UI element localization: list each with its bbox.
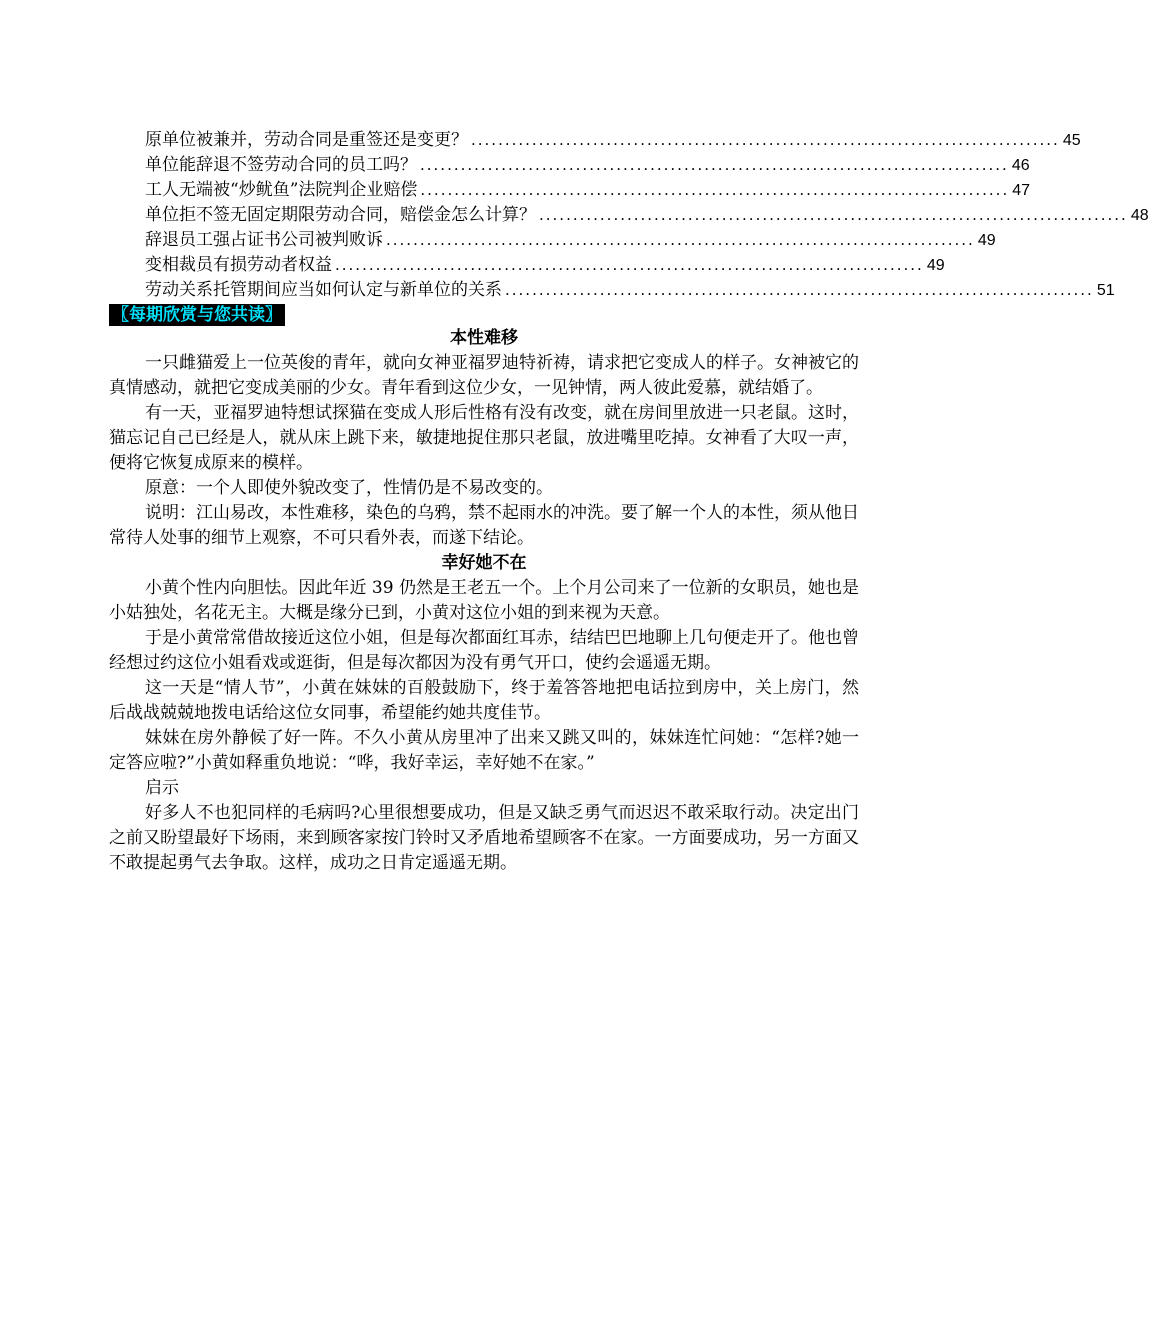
toc-entry-page: 47 bbox=[1012, 182, 1031, 199]
toc-entry[interactable] bbox=[145, 228, 996, 253]
toc-entry-page: 46 bbox=[1011, 157, 1030, 174]
story-paragraph: 好多人不也犯同样的毛病吗?心里很想要成功，但是又缺乏勇气而迟迟不敢采取行动。决定出门之前又盼望最好下场雨，来到顾客家按门铃时又矛盾地希望顾客不在家。一方面要成功，另一方面又不敢提起勇气去争取。这样，成功之日肯定遥遥无期。 bbox=[109, 803, 859, 873]
story-paragraph: 一只雌猫爱上一位英俊的青年，就向女神亚福罗迪特祈祷，请求把它变成人的样子。女神被它的真情感动，就把它变成美丽的少女。青年看到这位少女，一见钟情，两人彼此爱慕，就结婚了。 bbox=[109, 353, 859, 398]
story-paragraph: 有一天，亚福罗迪特想试探猫在变成人形后性格有没有改变，就在房间里放进一只老鼠。这时，猫忘记自己已经是人，就从床上跳下来，敏捷地捉住那只老鼠，放进嘴里吃掉。女神看了大叹一声，便将它恢复成原来的模样。 bbox=[109, 403, 859, 473]
story-title: 幸好她不在 bbox=[441, 553, 527, 573]
story-paragraph: 原意：一个人即使外貌改变了，性情仍是不易改变的。 bbox=[145, 478, 553, 498]
toc-entry-page: 49 bbox=[926, 257, 945, 274]
toc-entry-title: 变相裁员有损劳动者权益 bbox=[145, 255, 332, 275]
story-paragraph: 说明：江山易改，本性难移，染色的乌鸦，禁不起雨水的冲洗。要了解一个人的本性，须从他日常待人处事的细节上观察，不可只看外表，而遂下结论。 bbox=[109, 503, 859, 548]
toc-entry-title: 工人无端被“炒鱿鱼”法院判企业赔偿 bbox=[145, 180, 418, 200]
toc-dot-leader: ....................................................................................... bbox=[420, 156, 1009, 174]
story-subheading: 启示 bbox=[145, 778, 179, 798]
story-paragraph: 于是小黄常常借故接近这位小姐，但是每次都面红耳赤，结结巴巴地聊上几句便走开了。他也曾经想过约这位小姐看戏或逛街，但是每次都因为没有勇气开口，使约会遥遥无期。 bbox=[109, 628, 859, 673]
toc-entry-page: 45 bbox=[1062, 132, 1081, 149]
toc-entry-title: 原单位被兼并，劳动合同是重签还是变更？ bbox=[145, 130, 468, 150]
toc-entry-page: 49 bbox=[977, 232, 996, 249]
story-paragraph: 妹妹在房外静候了好一阵。不久小黄从房里冲了出来又跳又叫的，妹妹连忙问她：“怎样?她一定答应啦?”小黄如释重负地说：“哗，我好幸运，幸好她不在家。” bbox=[109, 728, 859, 773]
story-paragraph: 这一天是“情人节”，小黄在妹妹的百般鼓励下，终于羞答答地把电话拉到房中，关上房门，然后战战兢兢地拨电话给这位女同事，希望能约她共度佳节。 bbox=[109, 678, 859, 723]
toc-entry[interactable] bbox=[145, 153, 1030, 178]
toc-entry-page: 51 bbox=[1096, 282, 1115, 299]
toc-dot-leader: ....................................................................................... bbox=[539, 206, 1128, 224]
toc-entry-page: 48 bbox=[1130, 207, 1149, 224]
toc-entry-title: 单位能辞退不签劳动合同的员工吗？ bbox=[145, 155, 417, 175]
toc-dot-leader: ....................................................................................... bbox=[335, 256, 924, 274]
toc-dot-leader: ....................................................................................... bbox=[471, 131, 1060, 149]
document-page bbox=[109, 128, 1149, 876]
toc-entry-title: 辞退员工强占证书公司被判败诉 bbox=[145, 230, 383, 250]
toc-entry[interactable] bbox=[145, 203, 1149, 228]
toc-dot-leader: ....................................................................................... bbox=[420, 181, 1010, 199]
toc-entry[interactable] bbox=[145, 128, 1081, 153]
story-title: 本性难移 bbox=[450, 328, 518, 348]
toc-entry-title: 单位拒不签无固定期限劳动合同，赔偿金怎么计算？ bbox=[145, 205, 536, 225]
toc-entry-title: 劳动关系托管期间应当如何认定与新单位的关系 bbox=[145, 280, 502, 300]
toc-dot-leader: ....................................................................................... bbox=[386, 231, 975, 249]
toc-entry[interactable] bbox=[145, 278, 1115, 303]
toc-dot-leader: ....................................................................................... bbox=[505, 281, 1094, 299]
toc-entry[interactable] bbox=[145, 253, 945, 278]
story-paragraph: 小黄个性内向胆怯。因此年近 39 仍然是王老五一个。上个月公司来了一位新的女职员，她也是小姑独处，名花无主。大概是缘分已到，小黄对这位小姐的到来视为天意。 bbox=[109, 578, 859, 623]
toc-entry[interactable] bbox=[145, 178, 1031, 203]
section-banner: 〖每期欣赏与您共读〗 bbox=[109, 304, 285, 326]
table-of-contents bbox=[145, 128, 1149, 303]
